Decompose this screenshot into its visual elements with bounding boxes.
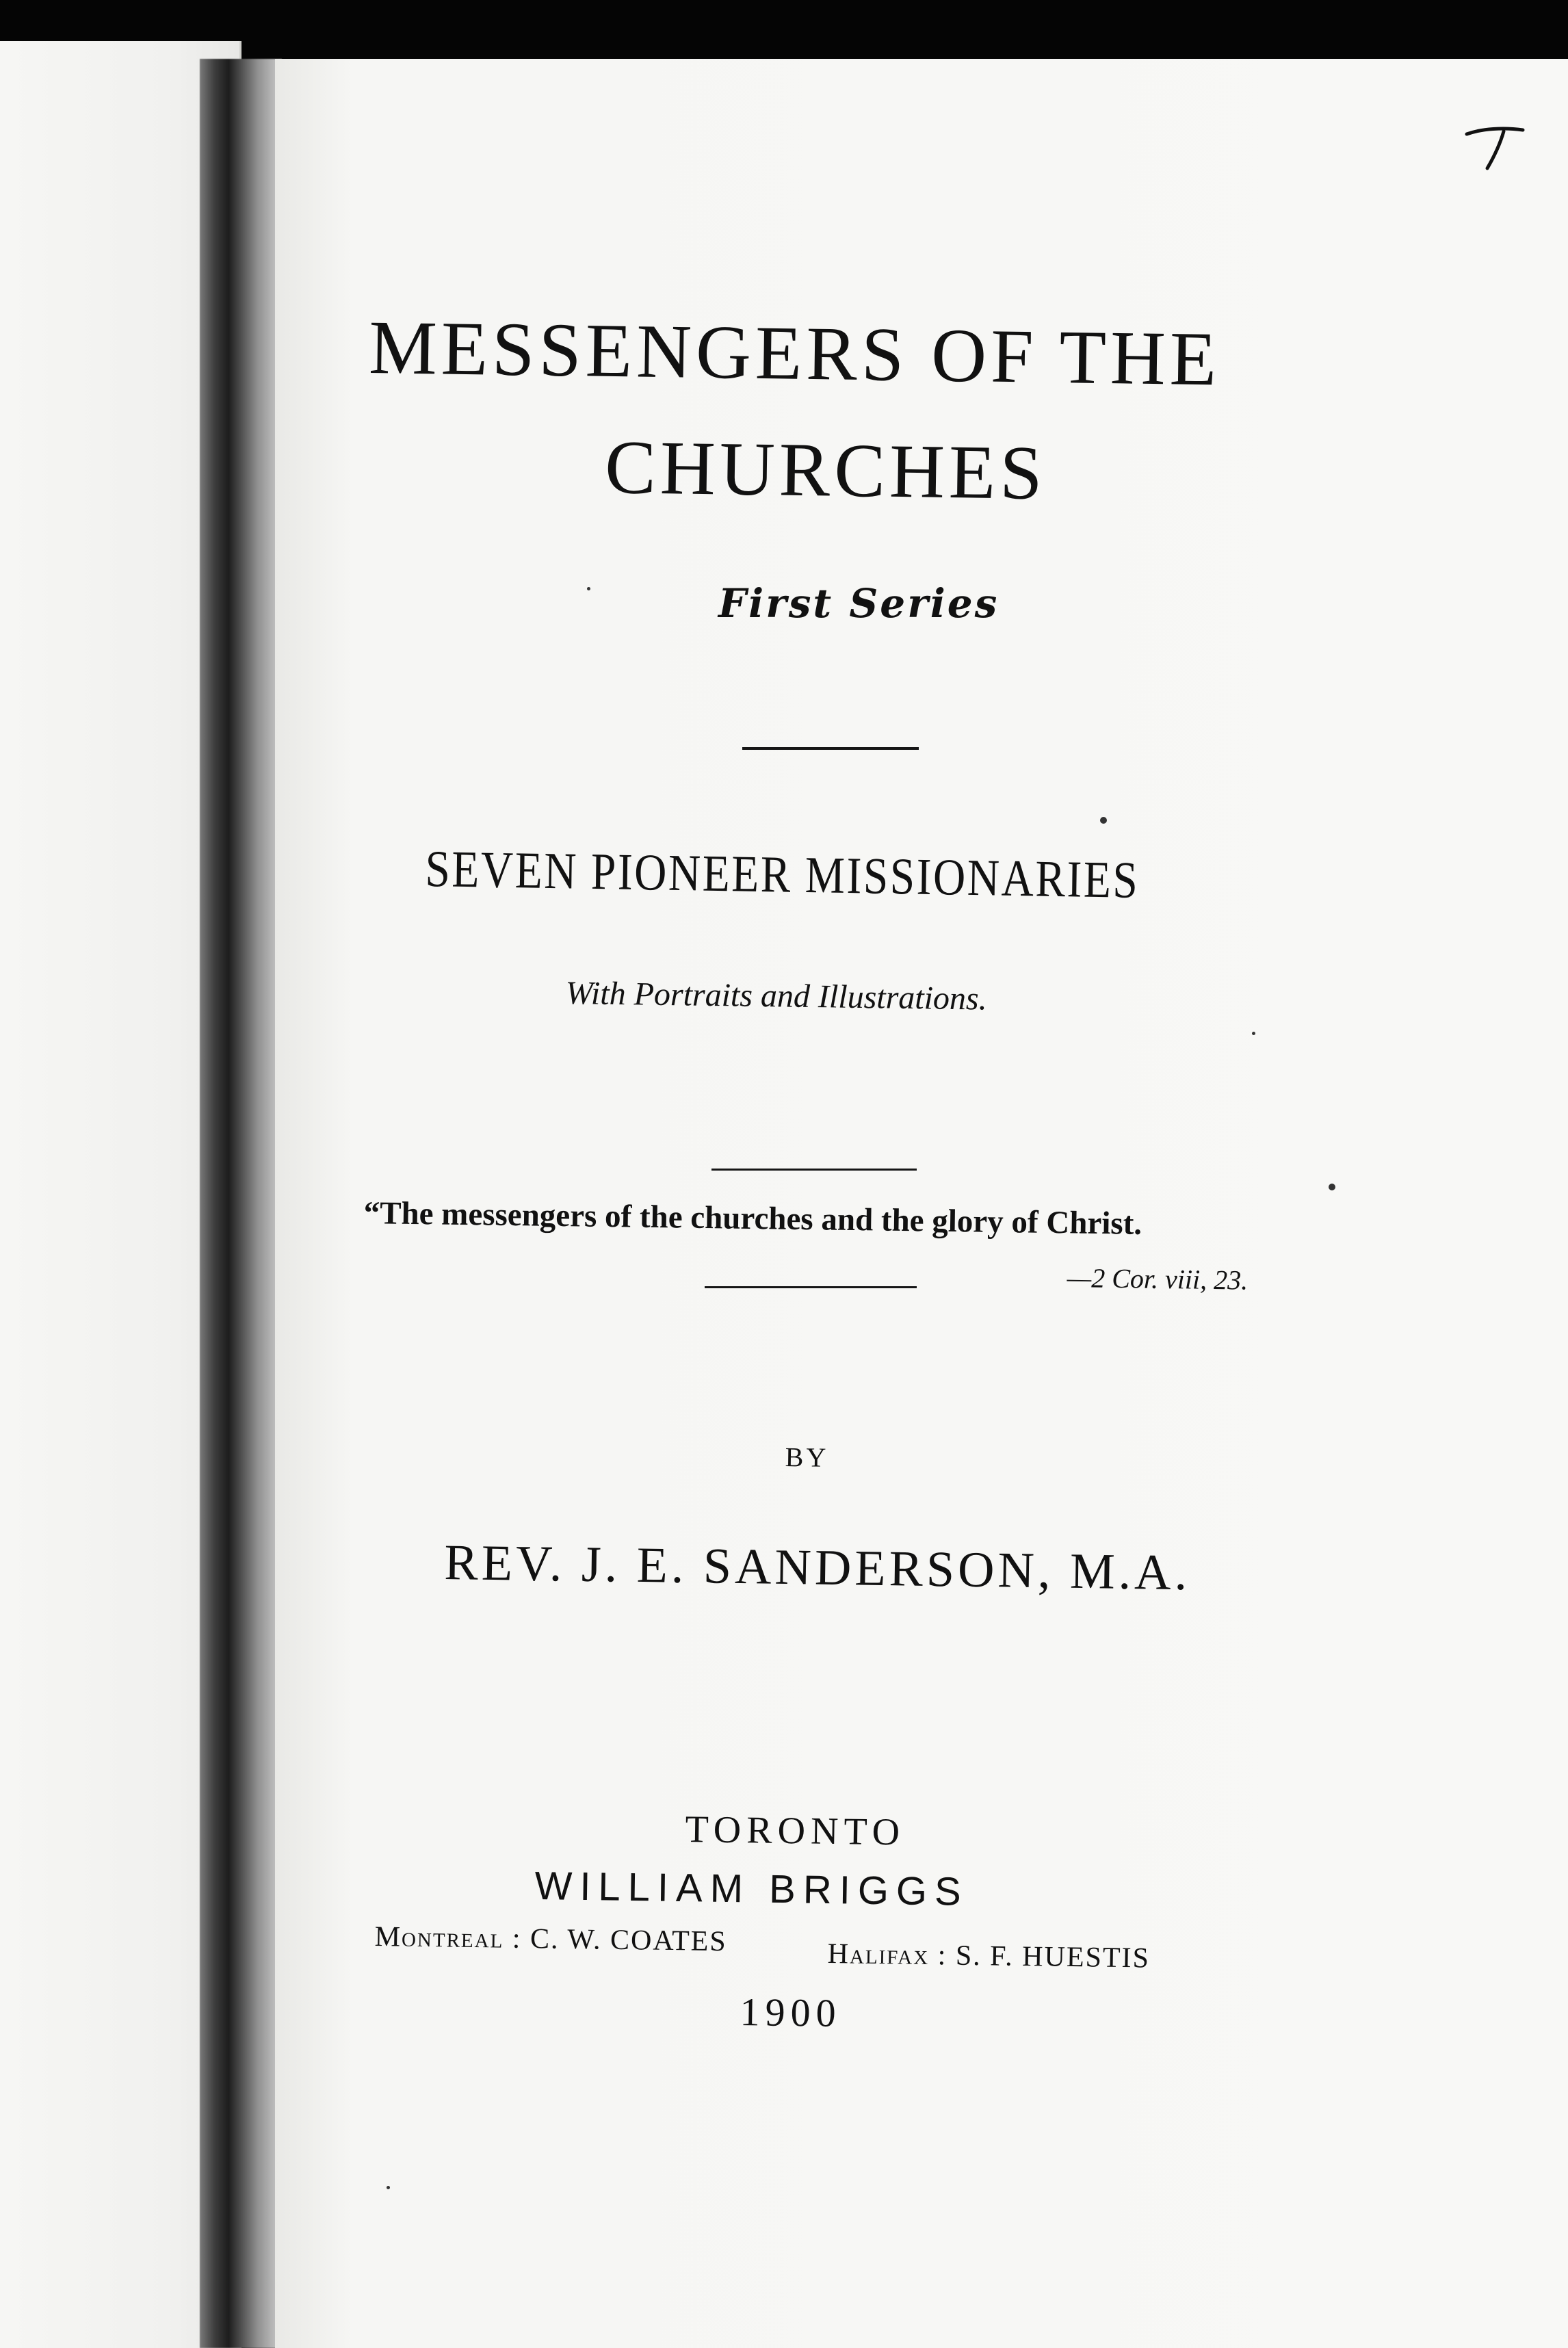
halifax-distributor: [827, 1940, 1150, 1973]
montreal-name: C. W. COATES: [530, 1923, 728, 1958]
epigraph: “The messengers of the churches and the glory of Christ.: [363, 1195, 1142, 1242]
book-title-line-1: MESSENGERS OF THE: [368, 305, 1221, 402]
epigraph-divider-top: [711, 1169, 917, 1171]
publisher-name: WILLIAM BRIGGS: [534, 1864, 969, 1914]
montreal-distributor: [374, 1922, 727, 1956]
halifax-name: S. F. HUESTIS: [955, 1940, 1151, 1974]
scripture-citation: —2 Cor. viii, 23.: [1067, 1262, 1249, 1296]
ink-speck: [1252, 1032, 1255, 1035]
epigraph-divider-bottom: [705, 1286, 917, 1288]
book-title-line-2: CHURCHES: [604, 425, 1047, 517]
ink-speck: [1100, 817, 1107, 824]
publication-year: 1900: [740, 1990, 842, 2036]
montreal-label: Montreal :: [374, 1921, 522, 1955]
ink-speck: [387, 2186, 390, 2189]
publication-place: TORONTO: [685, 1808, 906, 1854]
ink-speck: [587, 587, 590, 590]
top-divider: [742, 747, 919, 750]
series-label: First Series: [718, 580, 999, 627]
author-name: REV. J. E. SANDERSON, M.A.: [443, 1535, 1191, 1602]
book-gutter: [200, 59, 282, 2348]
ink-speck: [1329, 1184, 1335, 1190]
illustrations-note: With Portraits and Illustrations.: [565, 975, 988, 1017]
book-subtitle: SEVEN PIONEER MISSIONARIES: [425, 840, 1140, 909]
by-label: BY: [785, 1442, 829, 1473]
halifax-label: Halifax :: [827, 1938, 948, 1972]
